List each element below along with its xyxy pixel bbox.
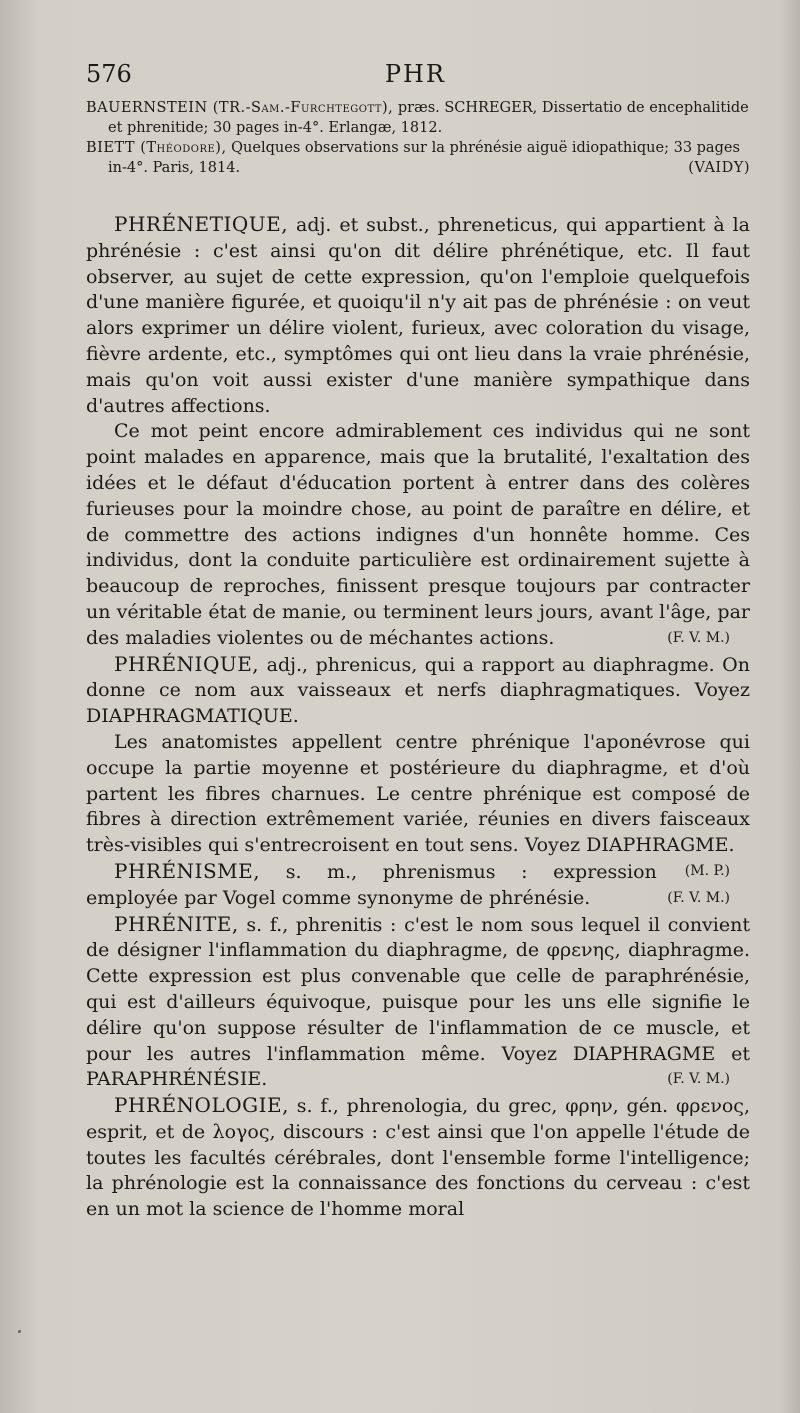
- bibliography-item: [86, 138, 750, 178]
- bibliography-text: præs. SCHREGER, Dissertatio de encephalitide et phrenitide; 30 pages in-4°. Erlangæ, 1812.: [108, 100, 749, 136]
- running-title: PHR: [384, 60, 446, 88]
- bibliography-text: Quelques observations sur la phrénésie aiguë idiopathique; 33 pages in-4°. Paris, 1814.: [108, 140, 740, 176]
- entry-signature: (F. V. M.): [667, 629, 730, 646]
- ink-speck: [18, 1330, 21, 1333]
- bibliography-author: BIETT (Théodore),: [86, 140, 227, 156]
- running-head: [86, 60, 726, 96]
- bibliography: [86, 98, 750, 178]
- bibliography-signature: (VAIDY): [688, 160, 750, 176]
- page-content: [86, 60, 750, 1223]
- entry-phrenologie: [86, 1093, 750, 1223]
- entry-paragraph: adj. et subst., phreneticus, qui appartient à la phrénésie : c'est ainsi qu'on dit délire phrénétique, etc. Il faut observer, au sujet de cette expression, qu'on l'emploie quelquefois d'une manière figurée, et quoiqu'il n'y ait pas de phrénésie : on veut alors exprimer un délire violent, furieux, avec coloration du visage, fièvre ardente, etc., symptômes qui ont lieu dans la vraie phrénésie, mais qu'on voit aussi exister d'une manière sympathique dans d'autres affections.: [86, 214, 750, 417]
- entry-headword: PHRÉNETIQUE,: [114, 212, 289, 236]
- entry-headword: PHRÉNOLOGIE,: [114, 1093, 289, 1118]
- entry-paragraph: adj., phrenicus, qui a rapport au diaphragme. On donne ce nom aux vaisseaux et nerfs diaphragmatiques. Voyez DIAPHRAGMATIQUE.: [86, 653, 750, 728]
- entry-headword: PHRÉNISME,: [114, 858, 261, 883]
- entry-paragraph: s. m., phrenismus : expression employée par Vogel comme synonyme de phrénésie.: [86, 860, 657, 909]
- entry-paragraph: s. f., phrenitis : c'est le nom sous lequel il convient de désigner l'inflammation du diaphragme, de φρενης, diaphragme. Cette expression est plus convenable que celle de paraphrénésie, qui est d'ailleurs équivoque, puisque pour les uns elle signifie le délire qu'on suppose résulter de l'inflammation de ce muscle, et pour les autres l'inflammation même. Voyez DIAPHRAGME et PARAPHRÉNÉSIE.: [86, 913, 750, 1091]
- entry-phrenisme: [86, 859, 750, 912]
- entry-signature: (F. V. M.): [667, 889, 730, 906]
- page-number: 576: [86, 60, 132, 88]
- bibliography-item: [86, 98, 750, 138]
- entry-headword: PHRÉNIQUE,: [114, 651, 260, 676]
- bibliography-author: BAUERNSTEIN (TR.-Sam.-Furchtegott),: [86, 100, 394, 116]
- entry-phrenetique: [86, 212, 750, 419]
- entry-paragraph: Ce mot peint encore admirablement ces individus qui ne sont point malades en apparence, mais que la brutalité, l'exaltation des idées et le défaut d'éducation portent à entrer dans des colères furieuses pour la moindre chose, au point de paraître en délire, et de commettre des actions indignes d'un honnête homme. Ces individus, dont la conduite particulière est ordinairement sujette à beaucoup de reproches, finissent presque toujours par contracter un véritable état de manie, ou terminent leurs jours, avant l'âge, par des maladies violentes ou de méchantes actions.: [86, 420, 750, 649]
- dictionary-entries: [86, 212, 750, 1223]
- entry-paragraph: Les anatomistes appellent centre phrénique l'aponévrose qui occupe la partie moyenne et postérieure du diaphragme, et d'où partent les fibres charnues. Le centre phrénique est composé de fibres à direction extrêmement variée, réunies en divers faisceaux très-visibles qui s'entrecroisent en tout sens. Voyez DIAPHRAGME.: [86, 730, 750, 857]
- entry-signature: (M. P.): [684, 862, 730, 879]
- entry-headword: PHRÉNITE,: [114, 911, 239, 936]
- entry-paragraph-continued: [86, 419, 750, 651]
- entry-phrenite: [86, 912, 750, 1094]
- entry-paragraph: s. f., phrenologia, du grec, φρην, gén. φρενος, esprit, et de λογος, discours : c'est ainsi que l'on appelle l'étude de toutes les facultés cérébrales, dont l'ensemble forme l'intelligence; la phrénologie est la connaissance des fonctions du cerveau : c'est en un mot la science de l'homme moral: [86, 1095, 750, 1221]
- entry-phrenique: [86, 652, 750, 730]
- entry-signature: (F. V. M.): [667, 1071, 730, 1088]
